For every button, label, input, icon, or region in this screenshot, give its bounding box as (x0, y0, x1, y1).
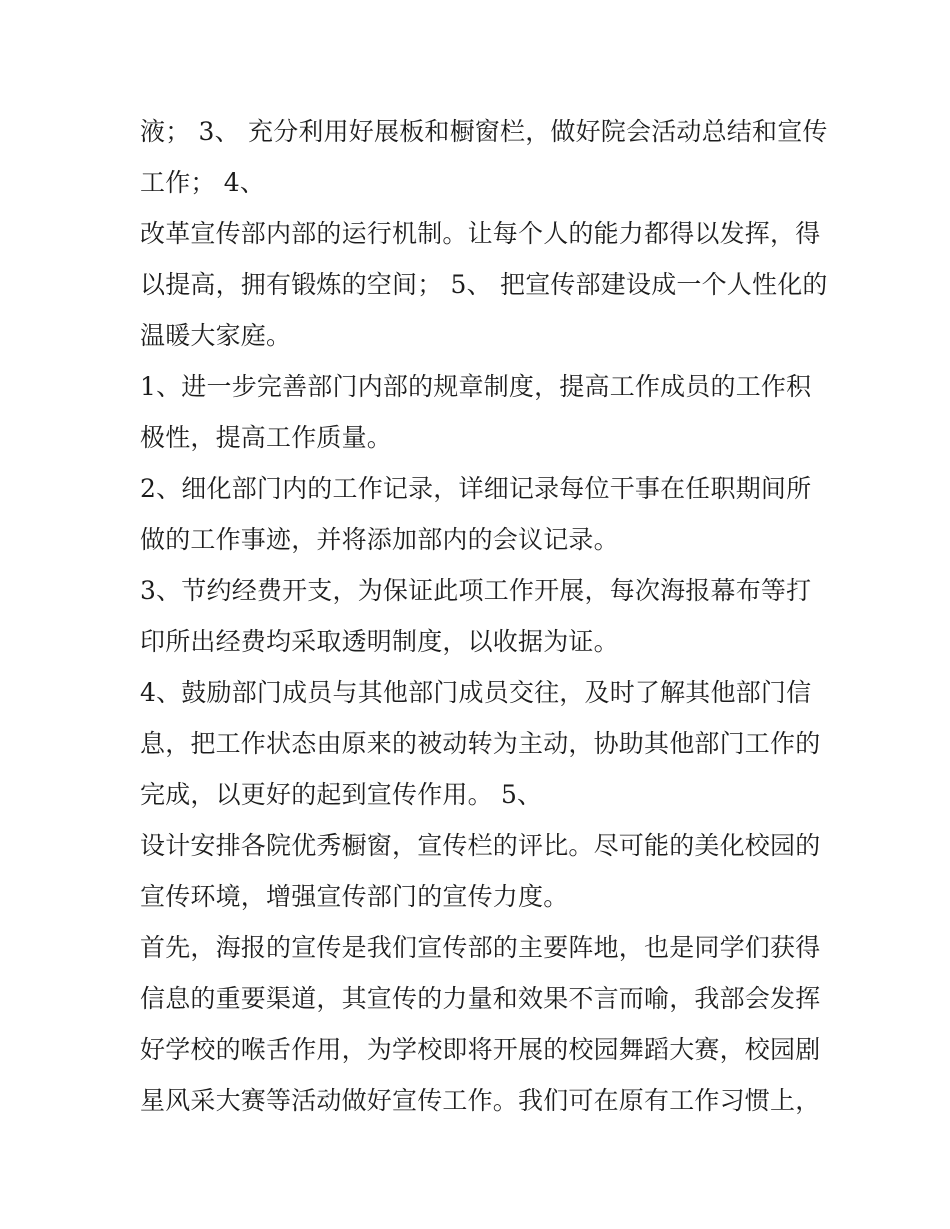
text-line: 工作； 4、 (140, 168, 266, 197)
text-line: 以提高，拥有锻炼的空间； 5、 把宣传部建设成一个人性化的 (140, 270, 828, 299)
document-body (140, 106, 828, 1126)
text-line: 1、进一步完善部门内部的规章制度，提高工作成员的工作积 (140, 372, 812, 401)
text-line: 4、鼓励部门成员与其他部门成员交往，及时了解其他部门信 (140, 678, 812, 707)
text-line: 设计安排各院优秀橱窗，宣传栏的评比。尽可能的美化校园的 (140, 831, 821, 860)
text-line: 好学校的喉舌作用，为学校即将开展的校园舞蹈大赛，校园剧 (140, 1035, 821, 1064)
text-line: 息，把工作状态由原来的被动转为主动，协助其他部门工作的 (140, 729, 821, 758)
text-line: 星风采大赛等活动做好宣传工作。我们可在原有工作习惯上， (140, 1086, 821, 1115)
text-line: 首先，海报的宣传是我们宣传部的主要阵地，也是同学们获得 (140, 933, 821, 962)
text-line: 做的工作事迹，并将添加部内的会议记录。 (140, 525, 619, 554)
text-line: 印所出经费均采取透明制度，以收据为证。 (140, 627, 619, 656)
text-line: 宣传环境，增强宣传部门的宣传力度。 (140, 882, 569, 911)
text-line: 信息的重要渠道，其宣传的力量和效果不言而喻，我部会发挥 (140, 984, 821, 1013)
text-line: 极性，提高工作质量。 (140, 423, 393, 452)
text-line: 液； 3、 充分利用好展板和橱窗栏，做好院会活动总结和宣传 (140, 117, 828, 146)
text-line: 2、细化部门内的工作记录，详细记录每位干事在任职期间所 (140, 474, 812, 503)
text-line: 3、节约经费开支，为保证此项工作开展，每次海报幕布等打 (140, 576, 812, 605)
text-line: 完成，以更好的起到宣传作用。 5、 (140, 780, 543, 809)
text-line: 温暖大家庭。 (140, 321, 292, 350)
text-line: 改革宣传部内部的运行机制。让每个人的能力都得以发挥，得 (140, 219, 821, 248)
